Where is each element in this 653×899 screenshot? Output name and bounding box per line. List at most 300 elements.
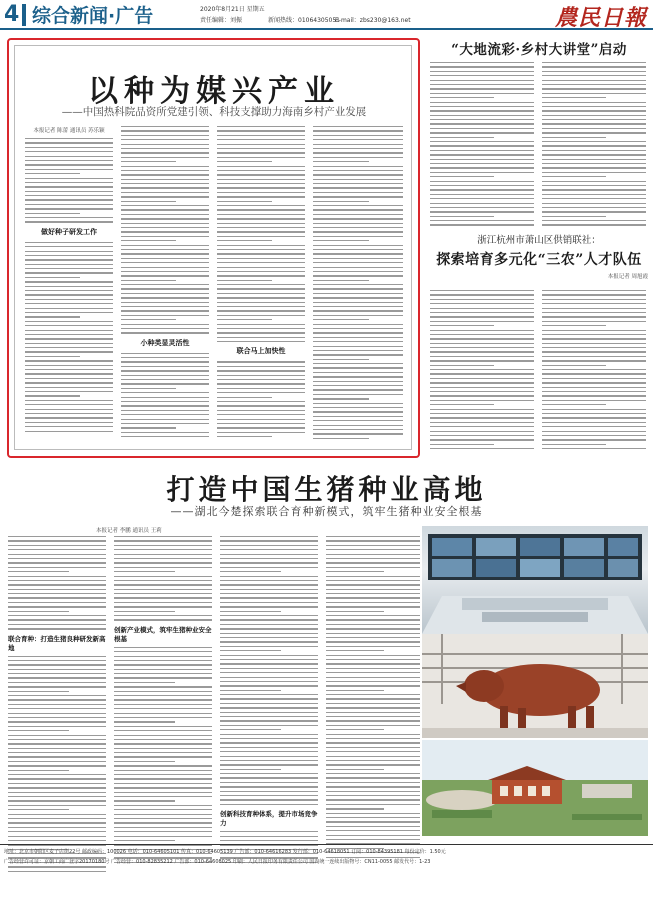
text-line: [430, 106, 534, 107]
text-block: [25, 242, 113, 432]
text-line: [25, 431, 113, 432]
text-line: [217, 392, 305, 393]
text-line: [121, 192, 209, 193]
text-line: [313, 319, 369, 320]
text-line: [25, 356, 80, 357]
section-bar: [22, 4, 26, 26]
text-line: [542, 373, 646, 374]
text-line: [121, 135, 209, 136]
text-line: [114, 660, 212, 661]
text-line: [8, 792, 106, 793]
text-line: [326, 716, 420, 717]
text-line: [220, 791, 318, 792]
text-line: [25, 330, 113, 331]
text-line: [121, 148, 209, 149]
text-line: [8, 580, 106, 581]
text-line: [121, 405, 209, 406]
text-line: [121, 183, 209, 184]
text-line: [313, 416, 403, 417]
text-line: [121, 161, 176, 162]
text-line: [121, 166, 209, 167]
text-line: [430, 316, 534, 317]
text-line: [121, 258, 209, 259]
text-line: [313, 170, 403, 171]
text-line: [313, 179, 403, 180]
text-line: [220, 545, 318, 546]
text-line: [326, 795, 420, 796]
text-line: [217, 427, 305, 428]
text-line: [121, 324, 209, 325]
text-line: [326, 637, 420, 638]
text-line: [114, 831, 212, 832]
text-line: [217, 328, 305, 329]
text-line: [114, 576, 212, 577]
text-line: [430, 294, 534, 295]
text-line: [220, 540, 318, 541]
text-line: [542, 400, 646, 401]
text-line: [326, 576, 420, 577]
text-line: [430, 347, 534, 348]
text-line: [8, 562, 106, 563]
text-line: [114, 761, 175, 762]
text-line: [217, 166, 305, 167]
text-line: [313, 205, 403, 206]
text-line: [121, 253, 209, 254]
text-block: [313, 126, 403, 439]
feature-subhead: 创新科技育种体系，提升市场竞争力: [220, 810, 318, 828]
text-line: [25, 382, 113, 383]
text-line: [313, 284, 403, 285]
text-line: [121, 205, 209, 206]
section-title: 综合新闻·广告: [32, 5, 154, 27]
text-line: [25, 255, 113, 256]
text-line: [313, 267, 403, 268]
text-line: [217, 187, 305, 188]
text-line: [114, 743, 212, 744]
text-line: [220, 668, 318, 669]
text-line: [326, 562, 420, 563]
text-line: [121, 288, 209, 289]
text-line: [121, 306, 209, 307]
text-line: [430, 400, 534, 401]
text-line: [114, 673, 212, 674]
text-line: [326, 589, 420, 590]
text-line: [121, 392, 209, 393]
text-line: [220, 836, 318, 837]
text-line: [542, 413, 646, 414]
text-line: [114, 778, 212, 779]
text-line: [114, 558, 212, 559]
text-line: [25, 294, 113, 295]
text-line: [25, 365, 113, 366]
text-line: [8, 822, 106, 823]
text-line: [430, 303, 534, 304]
text-line: [220, 584, 318, 585]
text-line: [121, 126, 209, 127]
text-line: [220, 641, 318, 642]
text-line: [542, 106, 646, 107]
text-line: [114, 818, 212, 819]
text-line: [8, 619, 106, 620]
text-line: [114, 836, 212, 837]
text-line: [430, 194, 534, 195]
text-line: [114, 656, 212, 657]
text-line: [313, 262, 403, 263]
text-line: [217, 302, 305, 303]
text-line: [220, 716, 318, 717]
text-line: [542, 435, 646, 436]
text-line: [542, 321, 646, 322]
text-line: [217, 275, 305, 276]
text-line: [542, 128, 646, 129]
text-line: [313, 148, 403, 149]
text-line: [430, 351, 534, 352]
text-line: [114, 571, 175, 572]
text-line: [542, 360, 646, 361]
text-line: [217, 267, 305, 268]
text-line: [313, 245, 403, 246]
text-line: [430, 435, 534, 436]
text-line: [326, 571, 384, 572]
text-line: [430, 189, 534, 190]
text-line: [430, 360, 534, 361]
text-line: [8, 783, 106, 784]
text-line: [8, 549, 106, 550]
text-line: [217, 410, 305, 411]
text-line: [220, 690, 281, 691]
text-line: [542, 66, 646, 67]
text-line: [326, 606, 420, 607]
text-line: [114, 549, 212, 550]
text-line: [313, 425, 403, 426]
right-article-2-header: [430, 232, 648, 280]
text-line: [114, 593, 212, 594]
text-line: [114, 774, 212, 775]
text-line: [326, 830, 420, 831]
text-line: [542, 62, 646, 63]
text-line: [114, 726, 212, 727]
text-line: [25, 178, 113, 179]
text-line: [114, 686, 212, 687]
text-line: [313, 288, 403, 289]
text-line: [326, 756, 420, 757]
text-line: [114, 787, 212, 788]
text-line: [542, 224, 646, 225]
text-line: [542, 303, 646, 304]
text-line: [326, 549, 420, 550]
right-column: [430, 38, 648, 458]
text-line: [313, 376, 403, 377]
text-line: [217, 196, 305, 197]
text-line: [114, 792, 212, 793]
text-line: [542, 176, 606, 177]
text-line: [313, 372, 403, 373]
text-line: [217, 436, 272, 437]
text-line: [542, 110, 646, 111]
text-line: [542, 172, 646, 173]
text-line: [220, 562, 318, 563]
text-line: [326, 760, 420, 761]
text-line: [220, 624, 318, 625]
text-line: [114, 611, 175, 612]
text-line: [313, 280, 369, 281]
text-line: [313, 223, 403, 224]
text-line: [121, 231, 209, 232]
text-line: [114, 827, 212, 828]
text-line: [313, 152, 403, 153]
text-line: [217, 231, 305, 232]
text-line: [326, 659, 420, 660]
text-line: [121, 436, 209, 437]
text-line: [114, 691, 212, 692]
text-line: [8, 656, 106, 657]
highlighted-article[interactable]: [7, 38, 420, 458]
text-line: [542, 422, 646, 423]
text-line: [326, 764, 420, 765]
text-line: [121, 196, 209, 197]
text-line: [430, 413, 534, 414]
text-line: [25, 308, 113, 309]
text-line: [326, 751, 420, 752]
text-line: [220, 840, 318, 841]
text-line: [326, 540, 420, 541]
text-line: [430, 308, 534, 309]
text-line: [114, 615, 212, 616]
text-line: [313, 438, 369, 439]
text-block: [220, 536, 318, 805]
text-line: [8, 717, 106, 718]
text-line: [542, 141, 646, 142]
text-line: [313, 183, 403, 184]
text-line: [217, 258, 305, 259]
text-line: [430, 145, 534, 146]
text-line: [430, 75, 534, 76]
text-line: [121, 227, 209, 228]
text-line: [8, 624, 106, 625]
text-line: [121, 262, 209, 263]
text-line: [8, 545, 106, 546]
text-line: [430, 172, 534, 173]
text-line: [326, 742, 420, 743]
right-article-body: [430, 62, 648, 232]
text-line: [121, 223, 209, 224]
text-line: [8, 827, 106, 828]
text-line: [8, 726, 106, 727]
text-line: [25, 277, 80, 278]
text-line: [217, 236, 305, 237]
text-line: [25, 151, 113, 152]
text-line: [430, 369, 534, 370]
farm-buildings-photo: [422, 740, 648, 836]
text-line: [121, 187, 209, 188]
text-line: [217, 280, 272, 281]
article-subhead: 小种类显灵活性: [140, 338, 190, 347]
text-line: [114, 770, 212, 771]
text-line: [220, 611, 281, 612]
text-line: [430, 431, 534, 432]
text-line: [313, 350, 403, 351]
text-line: [430, 220, 534, 221]
text-line: [220, 764, 318, 765]
text-line: [313, 174, 403, 175]
text-line: [430, 444, 494, 445]
text-line: [217, 271, 305, 272]
feature-column-3: [220, 536, 318, 854]
text-line: [220, 756, 318, 757]
text-line: [220, 536, 318, 537]
text-line: [217, 324, 305, 325]
footer-line-1: 地址：北京市朝阳区麦子店街22号 邮政编码：100026 电话：010-64605101 传真：010-64605139 广告部：010-64616283 发行部：010-64618051 订阅：010-84395181 每份定价：1.50元: [4, 849, 446, 855]
text-line: [8, 770, 69, 771]
text-line: [220, 795, 318, 796]
text-line: [313, 249, 403, 250]
text-line: [430, 84, 534, 85]
text-line: [114, 651, 212, 652]
text-line: [217, 383, 305, 384]
text-block: [114, 647, 212, 863]
text-line: [114, 545, 212, 546]
text-line: [313, 271, 403, 272]
text-line: [542, 167, 646, 168]
text-line: [25, 246, 113, 247]
text-line: [430, 448, 534, 449]
text-line: [542, 181, 646, 182]
text-line: [326, 615, 420, 616]
text-line: [313, 433, 403, 434]
text-line: [114, 739, 212, 740]
text-line: [326, 729, 384, 730]
text-line: [217, 361, 305, 362]
text-line: [542, 220, 646, 221]
text-line: [8, 584, 106, 585]
text-line: [326, 769, 384, 770]
text-line: [114, 669, 212, 670]
text-line: [542, 334, 646, 335]
text-line: [121, 214, 209, 215]
text-line: [25, 347, 113, 348]
text-line: [217, 419, 305, 420]
text-block: [430, 62, 534, 226]
text-line: [217, 157, 305, 158]
text-line: [313, 346, 403, 347]
text-line: [8, 571, 69, 572]
text-line: [8, 628, 106, 629]
text-line: [114, 814, 212, 815]
text-line: [8, 761, 106, 762]
text-line: [25, 391, 113, 392]
text-line: [220, 619, 318, 620]
text-line: [8, 713, 106, 714]
text-line: [8, 704, 106, 705]
text-line: [217, 397, 272, 398]
text-line: [313, 196, 403, 197]
text-line: [8, 796, 106, 797]
text-line: [220, 777, 318, 778]
text-line: [8, 660, 106, 661]
text-line: [114, 822, 212, 823]
text-line: [114, 597, 212, 598]
text-line: [542, 194, 646, 195]
text-line: [25, 426, 113, 427]
text-line: [430, 115, 534, 116]
text-line: [430, 334, 534, 335]
text-line: [8, 615, 106, 616]
text-line: [217, 379, 305, 380]
text-line: [326, 624, 420, 625]
text-line: [326, 641, 420, 642]
text-line: [217, 366, 305, 367]
text-line: [25, 160, 113, 161]
text-line: [217, 423, 305, 424]
text-line: [542, 308, 646, 309]
text-line: [121, 280, 176, 281]
text-line: [542, 391, 646, 392]
text-line: [114, 796, 212, 797]
text-line: [542, 75, 646, 76]
text-line: [430, 154, 534, 155]
text-line: [220, 646, 318, 647]
text-line: [220, 597, 318, 598]
text-line: [121, 236, 209, 237]
text-line: [8, 602, 106, 603]
text-line: [217, 144, 305, 145]
text-line: [8, 778, 106, 779]
text-line: [313, 337, 403, 338]
text-line: [25, 186, 113, 187]
text-line: [8, 536, 106, 537]
text-line: [430, 66, 534, 67]
text-line: [121, 423, 209, 424]
text-line: [542, 207, 646, 208]
text-line: [217, 192, 305, 193]
text-line: [430, 198, 534, 199]
text-line: [542, 102, 646, 103]
text-line: [220, 773, 318, 774]
text-line: [8, 682, 106, 683]
text-line: [313, 258, 403, 259]
text-line: [326, 681, 420, 682]
text-line: [25, 259, 113, 260]
text-line: [25, 142, 113, 143]
text-line: [542, 444, 606, 445]
text-line: [220, 589, 318, 590]
text-line: [114, 809, 212, 810]
text-line: [220, 760, 318, 761]
text-line: [542, 80, 646, 81]
text-line: [217, 306, 305, 307]
right-article-2-body: [430, 290, 648, 456]
text-line: [220, 672, 318, 673]
text-line: [217, 370, 305, 371]
text-line: [430, 365, 494, 366]
text-line: [313, 359, 369, 360]
text-line: [430, 211, 534, 212]
text-line: [121, 319, 176, 320]
text-line: [25, 164, 113, 165]
text-line: [313, 231, 403, 232]
text-line: [313, 253, 403, 254]
text-line: [313, 214, 403, 215]
text-line: [220, 606, 318, 607]
text-line: [121, 383, 209, 384]
text-line: [326, 725, 420, 726]
text-line: [542, 189, 646, 190]
text-line: [220, 615, 318, 616]
text-line: [25, 204, 113, 205]
text-line: [220, 786, 318, 787]
text-block: [217, 126, 305, 342]
text-line: [114, 713, 212, 714]
